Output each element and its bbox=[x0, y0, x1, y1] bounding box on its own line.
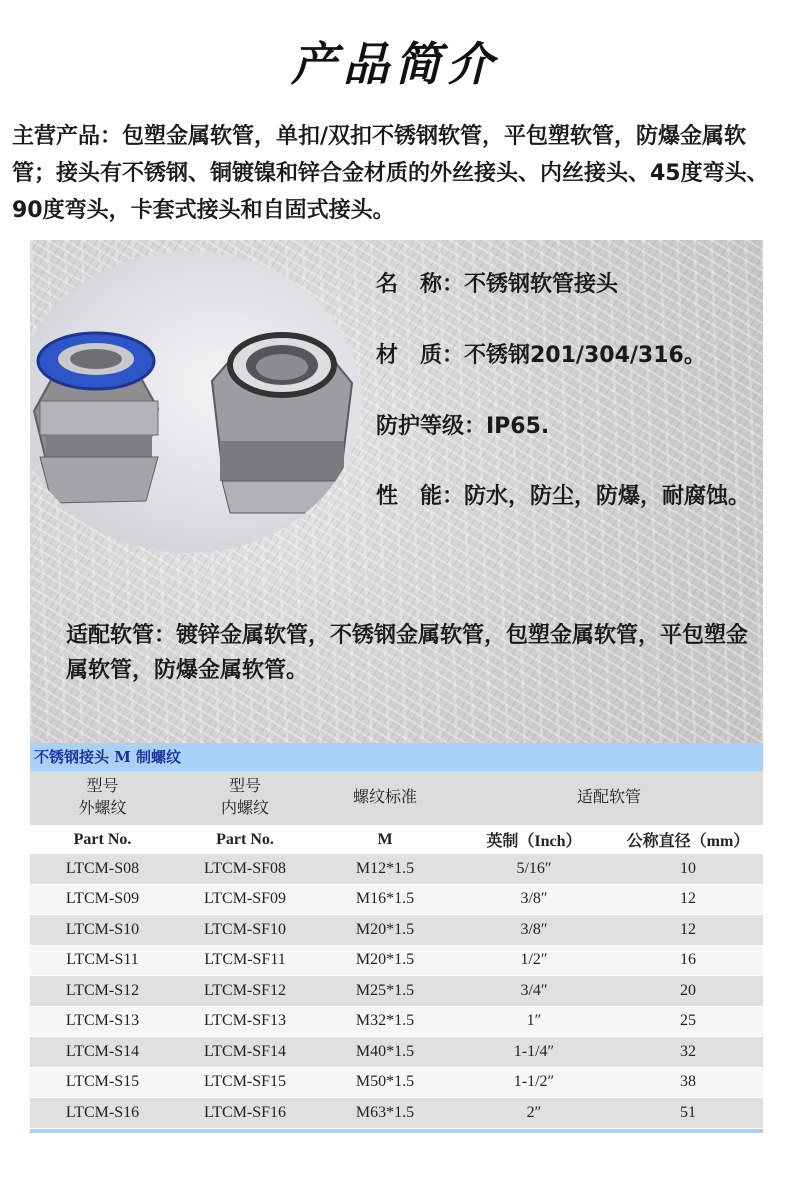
table-cell: M20*1.5 bbox=[315, 945, 455, 976]
subheader-part-inner: Part No. bbox=[175, 825, 315, 854]
table-cell: 2″ bbox=[455, 1098, 613, 1129]
table-row bbox=[30, 915, 763, 946]
intro-paragraph: 主营产品：包塑金属软管，单扣/双扣不锈钢软管，平包塑软管，防爆金属软管；接头有不锈钢、铜镀镍和锌合金材质的外丝接头、内丝接头、45度弯头、90度弯头，卡套式接头和自固式接头。 bbox=[12, 124, 769, 223]
table-caption: 不锈钢接头 M 制螺纹 bbox=[30, 743, 763, 771]
table-row bbox=[30, 1006, 763, 1037]
table-cell: 1″ bbox=[455, 1006, 613, 1037]
header-model-inner-line1: 型号 bbox=[228, 778, 261, 795]
subheader-m: M bbox=[315, 825, 455, 854]
table-cell: LTCM-SF15 bbox=[175, 1067, 315, 1098]
table-cell: M16*1.5 bbox=[315, 884, 455, 915]
header-model-outer-line2: 外螺纹 bbox=[78, 800, 127, 817]
table-row bbox=[30, 1037, 763, 1068]
table-cell: LTCM-SF11 bbox=[175, 945, 315, 976]
left-fitting-graphic bbox=[34, 333, 158, 503]
table-cell: 10 bbox=[613, 854, 763, 884]
table-cell: 12 bbox=[613, 915, 763, 946]
right-fitting-graphic bbox=[212, 335, 352, 513]
table-cell: LTCM-SF09 bbox=[175, 884, 315, 915]
table-cell: M50*1.5 bbox=[315, 1067, 455, 1098]
subheader-inch: 英制（Inch） bbox=[455, 825, 613, 854]
subheader-part-outer: Part No. bbox=[30, 825, 175, 854]
table-cell: 16 bbox=[613, 945, 763, 976]
table-cell: LTCM-SF13 bbox=[175, 1006, 315, 1037]
header-fitting-hose: 适配软管 bbox=[455, 771, 763, 825]
table-cell: 3/8″ bbox=[455, 915, 613, 946]
table-cell: M32*1.5 bbox=[315, 1006, 455, 1037]
table-body bbox=[30, 854, 763, 1128]
table-cell: LTCM-S11 bbox=[30, 945, 175, 976]
spec-protection: 防护等级：IP65. bbox=[376, 414, 550, 439]
table-row bbox=[30, 945, 763, 976]
table-cell: LTCM-S16 bbox=[30, 1098, 175, 1129]
table-cell: LTCM-SF14 bbox=[175, 1037, 315, 1068]
fitting-illustration bbox=[30, 251, 361, 553]
table-cell: M63*1.5 bbox=[315, 1098, 455, 1129]
table-row bbox=[30, 854, 763, 884]
table-cell: LTCM-SF12 bbox=[175, 976, 315, 1007]
table-row bbox=[30, 1098, 763, 1129]
table-cell: 51 bbox=[613, 1098, 763, 1129]
table-cell: LTCM-S14 bbox=[30, 1037, 175, 1068]
header-model-inner-line2: 内螺纹 bbox=[220, 800, 269, 817]
table-header-row bbox=[30, 771, 763, 825]
product-photo bbox=[30, 251, 361, 553]
spec-table-grid bbox=[30, 771, 763, 1129]
table-cell: 38 bbox=[613, 1067, 763, 1098]
table-cell: LTCM-S15 bbox=[30, 1067, 175, 1098]
spec-material: 材 质：不锈钢201/304/316。 bbox=[376, 343, 706, 368]
table-cell: 12 bbox=[613, 884, 763, 915]
table-row bbox=[30, 884, 763, 915]
table-cell: LTCM-S12 bbox=[30, 976, 175, 1007]
table-subheader-row bbox=[30, 825, 763, 854]
page-title: 产品简介 bbox=[291, 37, 499, 91]
table-row bbox=[30, 976, 763, 1007]
spec-performance: 性 能：防水，防尘，防爆，耐腐蚀。 bbox=[376, 484, 751, 509]
fitting-hose-text: 适配软管：镀锌金属软管，不锈钢金属软管，包塑金属软管，平包塑金属软管，防爆金属软管。 bbox=[66, 623, 749, 683]
table-cell: M40*1.5 bbox=[315, 1037, 455, 1068]
table-cell: LTCM-SF16 bbox=[175, 1098, 315, 1129]
spec-table bbox=[30, 743, 763, 1133]
header-model-inner bbox=[175, 771, 315, 825]
table-cell: 1/2″ bbox=[455, 945, 613, 976]
table-cell: M12*1.5 bbox=[315, 854, 455, 884]
table-cell: 20 bbox=[613, 976, 763, 1007]
table-cell: 1-1/2″ bbox=[455, 1067, 613, 1098]
table-cell: 3/4″ bbox=[455, 976, 613, 1007]
table-cell: 32 bbox=[613, 1037, 763, 1068]
table-cell: 25 bbox=[613, 1006, 763, 1037]
table-cell: M25*1.5 bbox=[315, 976, 455, 1007]
header-thread-standard: 螺纹标准 bbox=[315, 771, 455, 825]
table-cell: 1-1/4″ bbox=[455, 1037, 613, 1068]
subheader-mm: 公称直径（mm） bbox=[613, 825, 763, 854]
table-cell: 5/16″ bbox=[455, 854, 613, 884]
table-row bbox=[30, 1067, 763, 1098]
table-cell: LTCM-SF10 bbox=[175, 915, 315, 946]
table-cell: LTCM-SF08 bbox=[175, 854, 315, 884]
table-cell: LTCM-S13 bbox=[30, 1006, 175, 1037]
header-model-outer bbox=[30, 771, 175, 825]
table-cell: 3/8″ bbox=[455, 884, 613, 915]
table-cell: LTCM-S08 bbox=[30, 854, 175, 884]
table-cell: LTCM-S10 bbox=[30, 915, 175, 946]
table-bottom-bar bbox=[30, 1129, 763, 1133]
product-panel bbox=[30, 240, 763, 745]
spec-name: 名 称：不锈钢软管接头 bbox=[376, 272, 619, 297]
table-cell: LTCM-S09 bbox=[30, 884, 175, 915]
table-cell: M20*1.5 bbox=[315, 915, 455, 946]
header-model-outer-line1: 型号 bbox=[86, 778, 119, 795]
